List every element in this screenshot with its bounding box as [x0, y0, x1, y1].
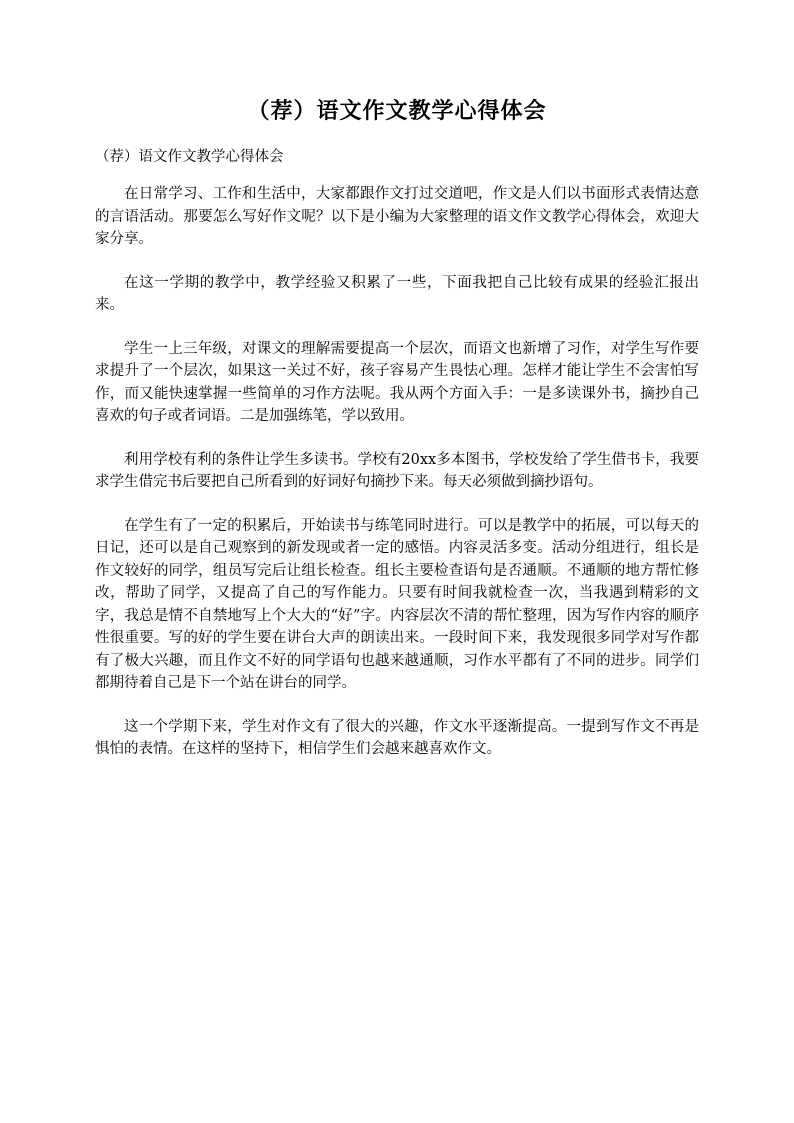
document-title: （荐）语文作文教学心得体会: [247, 98, 547, 124]
document-subtitle: （荐）语文作文教学心得体会: [95, 149, 284, 165]
paragraph-grade-three: 学生一上三年级，对课文的理解需要提高一个层次，而语文也新增了习作，对学生写作要求提升了一个层次，如果这一关过不好，孩子容易产生畏怯心理。怎样才能让学生不会害怕写作，而又能快速掌握一些简单的习作方法呢。我从两个方面入手：一是多读课外书，摘抄自己喜欢的句子或者词语。二是加强练笔，学以致用。: [95, 340, 699, 424]
document-body: [95, 183, 699, 782]
paragraph-reading: 利用学校有利的条件让学生多读书。学校有20xx多本图书，学校发给了学生借书卡，我要求学生借完书后要把自己所看到的好词好句摘抄下来。每天必须做到摘抄语句。: [95, 451, 699, 490]
paragraph-intro: 在日常学习、工作和生活中，大家都跟作文打过交道吧，作文是人们以书面形式表情达意的言语活动。那要怎么写好作文呢？以下是小编为大家整理的语文作文教学心得体会，欢迎大家分享。: [95, 186, 699, 247]
paragraph-conclusion: 这一个学期下来，学生对作文有了很大的兴趣，作文水平逐渐提高。一提到写作文不再是惧怕的表情。在这样的坚持下，相信学生们会越来越喜欢作文。: [95, 718, 699, 757]
paragraph-summary: 在这一学期的教学中，教学经验又积累了一些，下面我把自己比较有成果的经验汇报出来。: [95, 274, 699, 313]
paragraph-practice: 在学生有了一定的积累后，开始读书与练笔同时进行。可以是教学中的拓展，可以每天的日记，还可以是自己观察到的新发现或者一定的感悟。内容灵活多变。活动分组进行，组长是作文较好的同学，组员写完后让组长检查。组长主要检查语句是否通顺。不通顺的地方帮忙修改，帮助了同学，又提高了自己的写作能力。只要有时间我就检查一次，当我遇到精彩的文字，我总是情不自禁地写上个大大的“好”字。内容层次不清的帮忙整理，因为写作内容的顺序性很重要。写的好的学生要在讲台大声的朗读出来。一段时间下来，我发现很多同学对写作都有了极大兴趣，而且作文不好的同学语句也越来越通顺，习作水平都有了不同的进步。同学们都期待着自己是下一个站在讲台的同学。: [95, 517, 699, 691]
